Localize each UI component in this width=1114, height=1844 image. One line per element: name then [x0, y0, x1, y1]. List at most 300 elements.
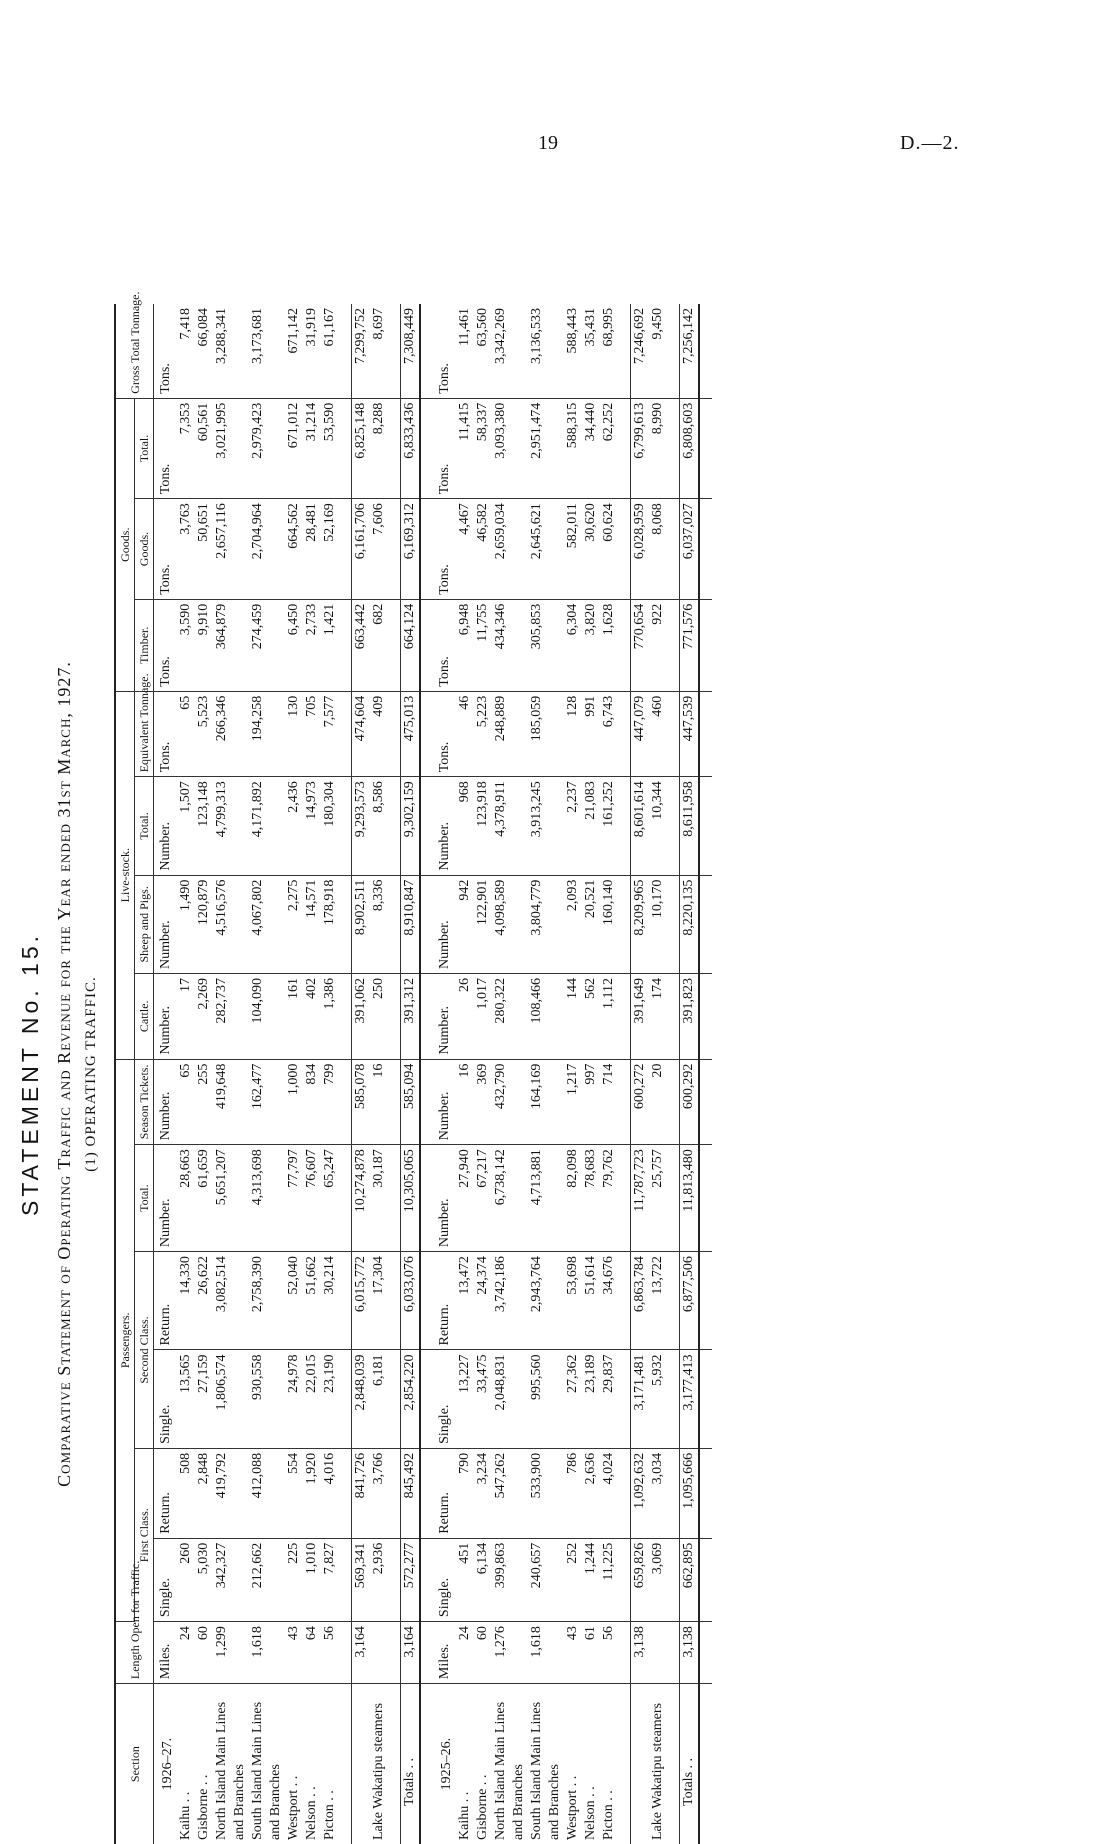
cell-season: 600,292 — [680, 1059, 700, 1145]
cell-gt: 8,288 — [370, 398, 388, 499]
cell-eq: 65 — [177, 691, 195, 777]
spacer-cell — [339, 1252, 352, 1350]
cell-lst: 9,302,159 — [401, 777, 421, 875]
cell-season: 164,169 — [528, 1059, 546, 1145]
cell-miles: 61 — [582, 1622, 600, 1684]
spacer-cell — [388, 974, 401, 1060]
cell-timber — [546, 599, 564, 691]
cell-ss — [267, 1350, 285, 1448]
cell-lst: 2,436 — [285, 777, 303, 875]
row-section: North Island Main Lines — [214, 1701, 229, 1840]
cell-season: 714 — [600, 1059, 618, 1145]
spacer-cell — [388, 1252, 401, 1350]
cell-fr: 412,088 — [249, 1448, 267, 1538]
spacer-cell — [667, 1538, 680, 1621]
cell-cattle: 104,090 — [249, 974, 267, 1060]
cell-lst — [231, 777, 249, 875]
spacer-cell — [667, 1684, 680, 1844]
cell-fr: 3,034 — [649, 1448, 667, 1538]
cell-sheep — [510, 875, 528, 973]
cell-season — [231, 1059, 249, 1145]
row-section: Nelson . . — [583, 1786, 598, 1840]
cell-goods: 50,651 — [195, 499, 213, 600]
col-pass-total: Total. — [135, 1145, 154, 1252]
unit-label: Number. — [154, 1145, 178, 1252]
cell-tot: 6,738,142 — [492, 1145, 510, 1252]
cell-tot: 28,663 — [177, 1145, 195, 1252]
spacer-cell — [618, 1145, 631, 1252]
cell-fs: 5,030 — [195, 1538, 213, 1621]
cell-fr: 547,262 — [492, 1448, 510, 1538]
cell-season: 20 — [649, 1059, 667, 1145]
cell-eq: 474,604 — [352, 691, 371, 777]
cell-goods: 30,620 — [582, 499, 600, 600]
cell-timber — [231, 599, 249, 691]
cell-miles: 43 — [564, 1622, 582, 1684]
cell-ss: 3,171,481 — [631, 1350, 650, 1448]
cell-timber — [510, 599, 528, 691]
spacer-cell — [699, 1145, 712, 1252]
cell-sheep: 8,209,965 — [631, 875, 650, 973]
cell-lst: 968 — [456, 777, 474, 875]
unit-label: Number. — [433, 875, 456, 973]
cell-ss — [510, 1350, 528, 1448]
row-section: and Branches — [511, 1764, 526, 1840]
cell-season: 369 — [474, 1059, 492, 1145]
cell-ss — [546, 1350, 564, 1448]
cell-fr: 841,726 — [352, 1448, 371, 1538]
cell-gross: 3,136,533 — [528, 304, 546, 398]
cell-fr: 554 — [285, 1448, 303, 1538]
cell-eq: 194,258 — [249, 691, 267, 777]
cell-goods: 3,763 — [177, 499, 195, 600]
cell-cattle: 161 — [285, 974, 303, 1060]
spacer-cell — [699, 777, 712, 875]
cell-gross: 11,461 — [456, 304, 474, 398]
cell-goods: 46,582 — [474, 499, 492, 600]
cell-fs — [267, 1538, 285, 1621]
cell-eq: 185,059 — [528, 691, 546, 777]
row-section: Totals . . — [680, 1684, 700, 1844]
cell-sr: 14,330 — [177, 1252, 195, 1350]
cell-cattle: 1,112 — [600, 974, 618, 1060]
unit-label: Single. — [154, 1350, 178, 1448]
cell-goods: 2,659,034 — [492, 499, 510, 600]
cell-sheep: 10,170 — [649, 875, 667, 973]
cell-timber: 6,304 — [564, 599, 582, 691]
cell-sheep: 942 — [456, 875, 474, 973]
cell-fs: 1,244 — [582, 1538, 600, 1621]
spacer-cell — [699, 1059, 712, 1145]
cell-gt: 3,021,995 — [213, 398, 231, 499]
spacer-cell — [388, 304, 401, 398]
cell-sr: 51,614 — [582, 1252, 600, 1350]
cell-gt: 8,990 — [649, 398, 667, 499]
col-cattle: Cattle. — [135, 974, 154, 1060]
cell-sheep: 8,336 — [370, 875, 388, 973]
cell-lst: 1,507 — [177, 777, 195, 875]
spacer-cell — [699, 1684, 712, 1844]
cell-season: 16 — [456, 1059, 474, 1145]
row-section: North Island Main Lines — [493, 1701, 508, 1840]
spacer-cell — [699, 599, 712, 691]
cell-gt — [231, 398, 249, 499]
cell-fs: 3,069 — [649, 1538, 667, 1621]
cell-fs: 662,895 — [680, 1538, 700, 1621]
spacer-cell — [618, 974, 631, 1060]
col-section: Section — [115, 1684, 154, 1844]
spacer-cell — [420, 1538, 433, 1621]
cell-sheep: 160,140 — [600, 875, 618, 973]
table-row — [510, 304, 528, 1844]
spacer-cell — [699, 1252, 712, 1350]
spacer-cell — [699, 304, 712, 398]
cell-lst: 2,237 — [564, 777, 582, 875]
spacer-cell — [388, 499, 401, 600]
cell-miles — [510, 1622, 528, 1684]
cell-fr — [231, 1448, 249, 1538]
cell-season: 16 — [370, 1059, 388, 1145]
spacer-cell — [618, 1059, 631, 1145]
table-row — [321, 304, 339, 1844]
cell-ss: 24,978 — [285, 1350, 303, 1448]
table-row — [582, 304, 600, 1844]
cell-timber: 922 — [649, 599, 667, 691]
cell-sr: 24,374 — [474, 1252, 492, 1350]
spacer-cell — [699, 875, 712, 973]
cell-timber — [267, 599, 285, 691]
cell-miles: 3,138 — [680, 1622, 700, 1684]
cell-tot: 10,274,878 — [352, 1145, 371, 1252]
cell-sheep — [267, 875, 285, 973]
statement-number: STATEMENT No. 15. — [17, 932, 43, 1216]
row-section: and Branches — [232, 1764, 247, 1840]
spacer-cell — [699, 398, 712, 499]
cell-goods — [510, 499, 528, 600]
cell-gross — [231, 304, 249, 398]
cell-fs: 252 — [564, 1538, 582, 1621]
row-section: Nelson . . — [304, 1786, 319, 1840]
cell-timber: 663,442 — [352, 599, 371, 691]
cell-gross: 588,443 — [564, 304, 582, 398]
table-row — [474, 304, 492, 1844]
cell-sheep: 14,571 — [303, 875, 321, 973]
cell-fr — [510, 1448, 528, 1538]
spacer-cell — [420, 1622, 433, 1684]
cell-timber: 1,421 — [321, 599, 339, 691]
spacer-cell — [388, 777, 401, 875]
cell-sr: 51,662 — [303, 1252, 321, 1350]
cell-sr: 6,863,784 — [631, 1252, 650, 1350]
cell-miles: 1,276 — [492, 1622, 510, 1684]
spacer-cell — [388, 691, 401, 777]
row-section: and Branches — [547, 1764, 562, 1840]
row-section: Westport . . — [565, 1775, 580, 1840]
table-row — [600, 304, 618, 1844]
cell-season: 799 — [321, 1059, 339, 1145]
cell-season: 419,648 — [213, 1059, 231, 1145]
cell-sheep: 3,804,779 — [528, 875, 546, 973]
cell-fs: 399,863 — [492, 1538, 510, 1621]
cell-sheep: 8,902,511 — [352, 875, 371, 973]
lake-wakatipu-row — [370, 304, 388, 1844]
cell-lst: 4,378,911 — [492, 777, 510, 875]
row-section: South Island Main Lines — [529, 1701, 544, 1840]
cell-gt: 58,337 — [474, 398, 492, 499]
cell-gt: 6,833,436 — [401, 398, 421, 499]
col-livestock: Live-stock. — [115, 691, 135, 1059]
unit-label: Tons. — [154, 304, 178, 398]
cell-cattle — [546, 974, 564, 1060]
row-section: Picton . . — [601, 1790, 616, 1840]
cell-sheep: 120,879 — [195, 875, 213, 973]
cell-tot: 5,651,207 — [213, 1145, 231, 1252]
cell-ss: 22,015 — [303, 1350, 321, 1448]
cell-fr: 508 — [177, 1448, 195, 1538]
cell-eq: 266,346 — [213, 691, 231, 777]
cell-cattle: 26 — [456, 974, 474, 1060]
cell-lst: 8,586 — [370, 777, 388, 875]
unit-label: Tons. — [433, 691, 456, 777]
cell-miles: 60 — [474, 1622, 492, 1684]
cell-season: 162,477 — [249, 1059, 267, 1145]
row-section: Picton . . — [322, 1790, 337, 1840]
cell-timber: 6,450 — [285, 599, 303, 691]
spacer-cell — [339, 599, 352, 691]
cell-tot: 25,757 — [649, 1145, 667, 1252]
cell-season — [510, 1059, 528, 1145]
col-passengers: Passengers. — [115, 1059, 135, 1622]
cell-cattle: 282,737 — [213, 974, 231, 1060]
cell-lst: 4,171,892 — [249, 777, 267, 875]
cell-goods — [231, 499, 249, 600]
table-row — [249, 304, 267, 1844]
unit-label: Return. — [433, 1252, 456, 1350]
totals-row — [680, 304, 700, 1844]
col-second-class: Second Class. — [135, 1252, 154, 1449]
spacer-cell — [699, 499, 712, 600]
cell-goods: 2,645,621 — [528, 499, 546, 600]
spacer-cell — [618, 1252, 631, 1350]
cell-gross: 7,308,449 — [401, 304, 421, 398]
unit-label: Miles. — [154, 1622, 178, 1684]
cell-ss: 930,558 — [249, 1350, 267, 1448]
unit-label: Number. — [433, 777, 456, 875]
cell-cattle: 1,017 — [474, 974, 492, 1060]
cell-miles: 1,618 — [249, 1622, 267, 1684]
spacer-cell — [388, 875, 401, 973]
spacer-cell — [420, 499, 433, 600]
spacer-cell — [388, 1684, 401, 1844]
cell-cattle: 280,322 — [492, 974, 510, 1060]
spacer-cell — [667, 1252, 680, 1350]
cell-sr: 6,015,772 — [352, 1252, 371, 1350]
operating-traffic-table — [114, 291, 712, 1844]
cell-fs: 240,657 — [528, 1538, 546, 1621]
cell-lst: 4,799,313 — [213, 777, 231, 875]
cell-timber: 9,910 — [195, 599, 213, 691]
cell-season: 585,094 — [401, 1059, 421, 1145]
spacer-cell — [699, 974, 712, 1060]
cell-timber: 11,755 — [474, 599, 492, 691]
cell-gross: 66,084 — [195, 304, 213, 398]
cell-gross: 35,431 — [582, 304, 600, 398]
row-section — [631, 1684, 650, 1844]
unit-label: Tons. — [433, 599, 456, 691]
cell-gt — [546, 398, 564, 499]
year-heading-row — [154, 304, 178, 1844]
spacer-row — [699, 304, 712, 1844]
spacer-cell — [618, 1538, 631, 1621]
cell-sheep: 2,275 — [285, 875, 303, 973]
cell-season: 997 — [582, 1059, 600, 1145]
cell-eq: 705 — [303, 691, 321, 777]
cell-sr — [267, 1252, 285, 1350]
cell-sheep: 4,067,802 — [249, 875, 267, 973]
spacer-cell — [699, 1538, 712, 1621]
cell-ss: 5,932 — [649, 1350, 667, 1448]
cell-fs — [510, 1538, 528, 1621]
cell-gross — [267, 304, 285, 398]
spacer-cell — [699, 1448, 712, 1538]
cell-eq: 46 — [456, 691, 474, 777]
spacer-cell — [339, 1448, 352, 1538]
cell-gross: 63,560 — [474, 304, 492, 398]
cell-tot: 61,659 — [195, 1145, 213, 1252]
cell-cattle: 1,386 — [321, 974, 339, 1060]
spacer-cell — [618, 1448, 631, 1538]
cell-ss: 27,159 — [195, 1350, 213, 1448]
spacer-cell — [420, 777, 433, 875]
cell-gt — [267, 398, 285, 499]
cell-gross: 671,142 — [285, 304, 303, 398]
cell-tot — [231, 1145, 249, 1252]
table-row — [267, 304, 285, 1844]
row-section: Kaihu . . — [457, 1791, 472, 1840]
spacer-cell — [667, 1448, 680, 1538]
col-first-class: First Class. — [135, 1448, 154, 1621]
cell-eq — [546, 691, 564, 777]
cell-sr: 13,472 — [456, 1252, 474, 1350]
spacer-cell — [420, 875, 433, 973]
cell-cattle — [231, 974, 249, 1060]
cell-gross — [546, 304, 564, 398]
unit-label: Tons. — [154, 398, 178, 499]
cell-timber: 770,654 — [631, 599, 650, 691]
cell-gross: 31,919 — [303, 304, 321, 398]
spacer-row — [339, 304, 352, 1844]
unit-label: Number. — [433, 1059, 456, 1145]
spacer-cell — [667, 1145, 680, 1252]
cell-eq: 5,523 — [195, 691, 213, 777]
cell-miles — [649, 1622, 667, 1684]
cell-timber: 274,459 — [249, 599, 267, 691]
spacer-row — [388, 304, 401, 1844]
cell-fs: 572,277 — [401, 1538, 421, 1621]
spacer-cell — [667, 1622, 680, 1684]
cell-fr: 419,792 — [213, 1448, 231, 1538]
cell-lst: 14,973 — [303, 777, 321, 875]
cell-cattle — [267, 974, 285, 1060]
cell-tot: 4,713,881 — [528, 1145, 546, 1252]
cell-sheep: 20,521 — [582, 875, 600, 973]
cell-lst: 3,913,245 — [528, 777, 546, 875]
cell-gt: 3,093,380 — [492, 398, 510, 499]
cell-sr: 53,698 — [564, 1252, 582, 1350]
spacer-cell — [388, 1538, 401, 1621]
cell-eq: 409 — [370, 691, 388, 777]
cell-goods: 7,606 — [370, 499, 388, 600]
cell-timber: 682 — [370, 599, 388, 691]
cell-goods — [267, 499, 285, 600]
cell-sr — [231, 1252, 249, 1350]
cell-fr: 790 — [456, 1448, 474, 1538]
cell-eq: 130 — [285, 691, 303, 777]
cell-ss: 6,181 — [370, 1350, 388, 1448]
cell-fr: 1,920 — [303, 1448, 321, 1538]
col-length: Length Open for Traffic. — [115, 1622, 154, 1684]
cell-tot: 76,607 — [303, 1145, 321, 1252]
cell-fs: 6,134 — [474, 1538, 492, 1621]
table-row — [195, 304, 213, 1844]
cell-miles — [267, 1622, 285, 1684]
cell-goods: 4,467 — [456, 499, 474, 600]
cell-tot: 82,098 — [564, 1145, 582, 1252]
cell-season — [546, 1059, 564, 1145]
year-label: 1925–26. — [439, 1737, 454, 1791]
spacer-cell — [618, 1622, 631, 1684]
table-row — [456, 304, 474, 1844]
cell-cattle: 391,312 — [401, 974, 421, 1060]
cell-tot: 27,940 — [456, 1145, 474, 1252]
cell-gross: 7,299,752 — [352, 304, 371, 398]
cell-sheep: 4,516,576 — [213, 875, 231, 973]
cell-gross — [510, 304, 528, 398]
cell-goods — [546, 499, 564, 600]
col-gross: Gross Total Tonnage. — [115, 304, 154, 398]
cell-tot: 11,813,480 — [680, 1145, 700, 1252]
cell-miles — [231, 1622, 249, 1684]
cell-lst: 123,918 — [474, 777, 492, 875]
cell-fr — [267, 1448, 285, 1538]
spacer-cell — [420, 1252, 433, 1350]
cell-fs: 569,341 — [352, 1538, 371, 1621]
cell-goods: 28,481 — [303, 499, 321, 600]
cell-eq — [510, 691, 528, 777]
cell-fs: 451 — [456, 1538, 474, 1621]
cell-sr — [546, 1252, 564, 1350]
cell-eq: 460 — [649, 691, 667, 777]
cell-eq: 128 — [564, 691, 582, 777]
spacer-cell — [667, 304, 680, 398]
cell-fs: 11,225 — [600, 1538, 618, 1621]
unit-label: Tons. — [433, 499, 456, 600]
cell-tot: 30,187 — [370, 1145, 388, 1252]
cell-gt: 6,808,603 — [680, 398, 700, 499]
row-section: Westport . . — [286, 1775, 301, 1840]
table-row — [303, 304, 321, 1844]
cell-timber: 6,948 — [456, 599, 474, 691]
cell-timber: 364,879 — [213, 599, 231, 691]
cell-miles — [546, 1622, 564, 1684]
unit-label: Tons. — [433, 398, 456, 499]
spacer-cell — [339, 777, 352, 875]
cell-gt — [510, 398, 528, 499]
cell-gross: 9,450 — [649, 304, 667, 398]
spacer-cell — [420, 1145, 433, 1252]
cell-sheep: 8,910,847 — [401, 875, 421, 973]
cell-lst — [267, 777, 285, 875]
